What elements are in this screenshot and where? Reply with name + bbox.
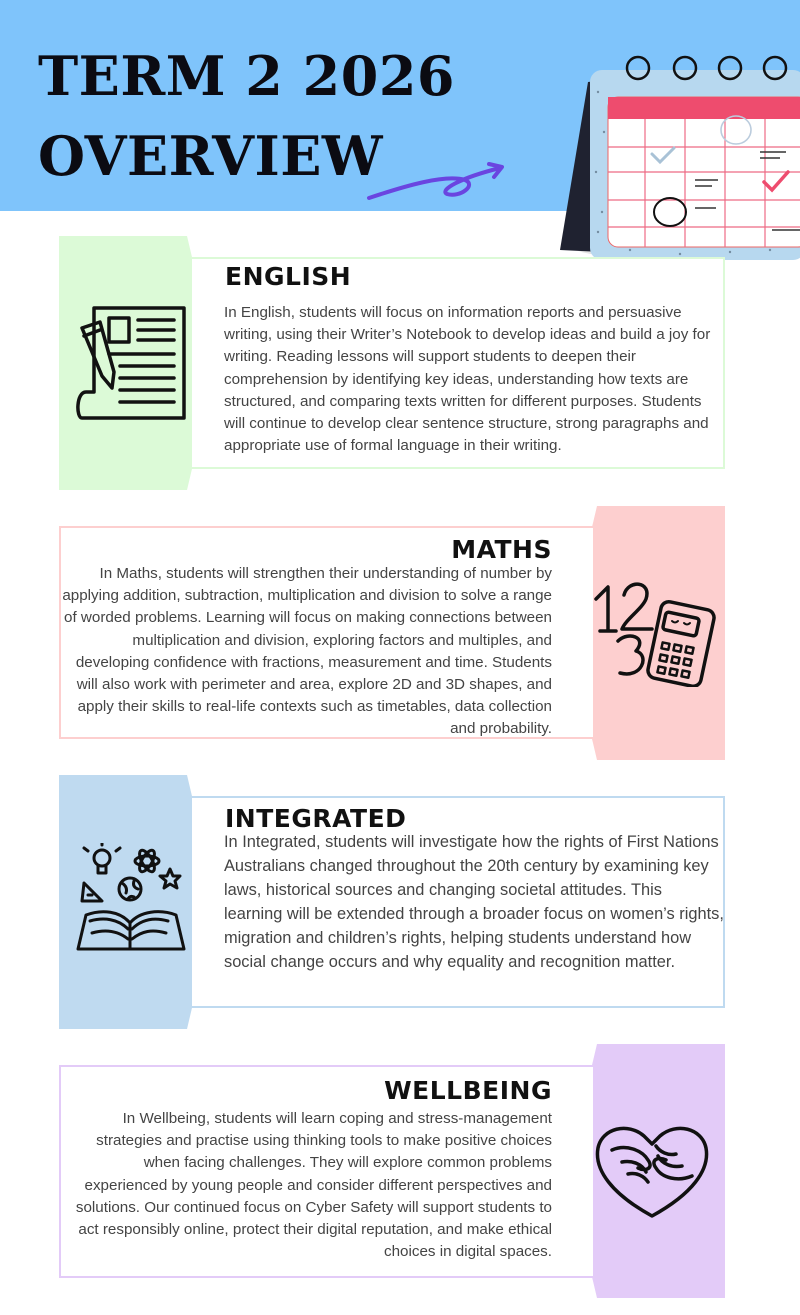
maths-body: In Maths, students will strengthen their understanding of number by applying addition, subtraction, multiplication and division to solve a range of worded problems. Learning will focus on making connections between multiplication and division, exploring factors and multiples, and developing confidence with fractions, measurement and time. Students will also work with perimeter and area, explore 2D and 3D shapes, and apply their skills to real-life contexts such as timetables, data collection and probability. — [62, 565, 552, 738]
title-line-2: OVERVIEW — [38, 124, 384, 188]
wellbeing-body: In Wellbeing, students will learn coping and stress-management strategies and practise using thinking tools to make positive choices when facing challenges. They will explore common problems experienced by young people and consider different perspectives and solutions. Our continued focus on Cyber Safety will support students to act responsibly online, protect their digital reputation, and make ethical choices in digital spaces. — [75, 1110, 552, 1261]
open-book-ideas-icon — [72, 843, 190, 958]
wellbeing-heading: WELLBEING — [384, 1076, 552, 1105]
title-line-1: TERM 2 2026 — [38, 44, 455, 108]
maths-heading: MATHS — [451, 535, 552, 564]
integrated-heading: INTEGRATED — [225, 804, 407, 833]
english-heading: ENGLISH — [225, 262, 352, 291]
calendar-icon — [560, 52, 800, 267]
document-pencil-icon — [72, 300, 192, 425]
english-body: In English, students will focus on information reports and persuasive writing, using their Writer’s Notebook to develop ideas and build a joy for writing. Reading lessons will support students to deepen their comprehension by identifying key ideas, understanding how texts are structured, and comparing texts written for different purposes. Students will continue to develop clear sentence structure, strong paragraphs and appropriate use of formal language in their writing. — [224, 304, 711, 455]
arrow-doodle-icon — [365, 160, 510, 210]
numbers-calculator-icon — [588, 575, 716, 687]
integrated-body: In Integrated, students will investigate how the rights of First Nations Australians changed throughout the 20th century by examining key laws, historical sources and changing societal attitudes. This learning will be extended through a broader focus on women’s rights, migration and children’s rights, helping students understand how social change occurs and why equality and recognition matter. — [224, 833, 724, 971]
heart-hands-icon — [592, 1120, 712, 1220]
